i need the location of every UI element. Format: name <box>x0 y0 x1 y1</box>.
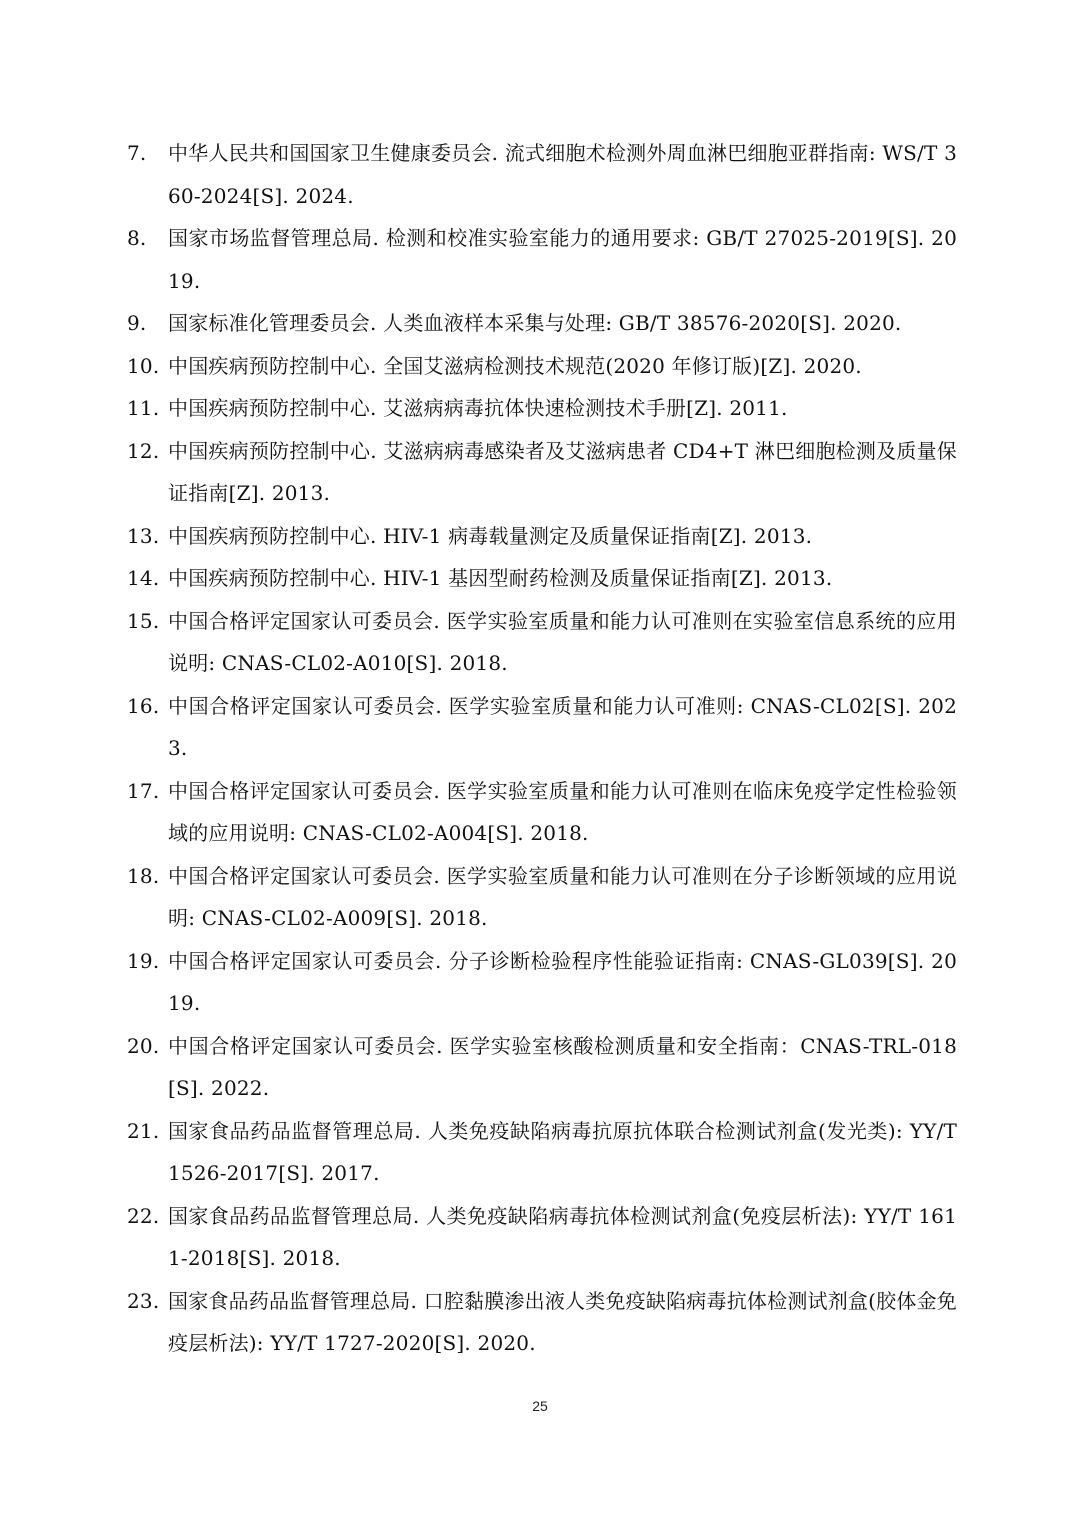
reference-number: 20. <box>127 1033 160 1058</box>
reference-item <box>127 770 957 855</box>
reference-item <box>127 1195 957 1280</box>
reference-text: 国家标准化管理委员会. 人类血液样本采集与处理: GB/T 38576-2020[S]. 2020. <box>168 311 902 335</box>
reference-text: 国家食品药品监督管理总局. 人类免疫缺陷病毒抗体检测试剂盒(免疫层析法): YY/T 1611-2018[S]. 2018. <box>168 1203 957 1270</box>
reference-item <box>127 345 957 388</box>
reference-text: 中国合格评定国家认可委员会. 医学实验室质量和能力认可准则: CNAS-CL02[S]. 2023. <box>168 693 957 760</box>
reference-item <box>127 600 957 685</box>
reference-number: 13. <box>127 523 160 548</box>
reference-text: 中国合格评定国家认可委员会. 医学实验室质量和能力认可准则在实验室信息系统的应用说明: CNAS-CL02-A010[S]. 2018. <box>168 608 957 675</box>
reference-item <box>127 1280 957 1365</box>
reference-number: 8. <box>127 226 147 250</box>
reference-text: 中国合格评定国家认可委员会. 医学实验室质量和能力认可准则在分子诊断领域的应用说明: CNAS-CL02-A009[S]. 2018. <box>168 863 957 930</box>
reference-text: 国家市场监督管理总局. 检测和校准实验室能力的通用要求: GB/T 27025-2019[S]. 2019. <box>168 226 957 293</box>
reference-text: 中国疾病预防控制中心. HIV-1 基因型耐药检测及质量保证指南[Z]. 2013. <box>168 566 833 590</box>
page-number: 25 <box>532 1398 548 1414</box>
reference-number: 7. <box>127 141 147 165</box>
reference-number: 11. <box>127 396 160 420</box>
reference-text: 中国合格评定国家认可委员会. 医学实验室质量和能力认可准则在临床免疫学定性检验领域的应用说明: CNAS-CL02-A004[S]. 2018. <box>168 778 957 845</box>
reference-number: 22. <box>127 1203 160 1228</box>
reference-number: 18. <box>127 863 160 888</box>
reference-item <box>127 1110 957 1195</box>
reference-number: 15. <box>127 608 160 633</box>
reference-item <box>127 387 957 430</box>
reference-number: 10. <box>127 353 160 378</box>
reference-number: 21. <box>127 1118 160 1143</box>
reference-item <box>127 685 957 770</box>
reference-text: 中华人民共和国国家卫生健康委员会. 流式细胞术检测外周血淋巴细胞亚群指南: WS/T 360-2024[S]. 2024. <box>168 141 957 208</box>
reference-text: 国家食品药品监督管理总局. 口腔黏膜渗出液人类免疫缺陷病毒抗体检测试剂盒(胶体金免疫层析法): YY/T 1727-2020[S]. 2020. <box>168 1288 957 1355</box>
reference-item <box>127 217 957 302</box>
reference-item <box>127 430 957 515</box>
reference-item <box>127 940 957 1025</box>
reference-text: 中国合格评定国家认可委员会. 医学实验室核酸检测质量和安全指南：CNAS-TRL-018[S]. 2022. <box>168 1033 957 1100</box>
reference-text: 国家食品药品监督管理总局. 人类免疫缺陷病毒抗原抗体联合检测试剂盒(发光类): YY/T 1526-2017[S]. 2017. <box>168 1118 957 1185</box>
reference-item <box>127 855 957 940</box>
reference-number: 14. <box>127 566 160 590</box>
reference-number: 16. <box>127 693 160 718</box>
reference-text: 中国疾病预防控制中心. 艾滋病病毒抗体快速检测技术手册[Z]. 2011. <box>168 396 788 420</box>
reference-text: 中国疾病预防控制中心. 艾滋病病毒感染者及艾滋病患者 CD4+T 淋巴细胞检测及质量保证指南[Z]. 2013. <box>168 438 957 505</box>
reference-text: 中国合格评定国家认可委员会. 分子诊断检验程序性能验证指南: CNAS-GL039[S]. 2019. <box>168 948 957 1015</box>
reference-list <box>127 132 957 1365</box>
reference-item <box>127 132 957 217</box>
reference-number: 9. <box>127 311 147 335</box>
reference-text: 中国疾病预防控制中心. HIV-1 病毒载量测定及质量保证指南[Z]. 2013. <box>168 523 813 548</box>
reference-item <box>127 515 957 558</box>
reference-number: 17. <box>127 778 160 803</box>
reference-number: 19. <box>127 948 160 973</box>
reference-text: 中国疾病预防控制中心. 全国艾滋病检测技术规范(2020 年修订版)[Z]. 2020. <box>168 353 862 378</box>
reference-item <box>127 1025 957 1110</box>
reference-item <box>127 302 957 345</box>
reference-number: 12. <box>127 438 160 463</box>
reference-number: 23. <box>127 1288 160 1313</box>
reference-item <box>127 557 957 600</box>
